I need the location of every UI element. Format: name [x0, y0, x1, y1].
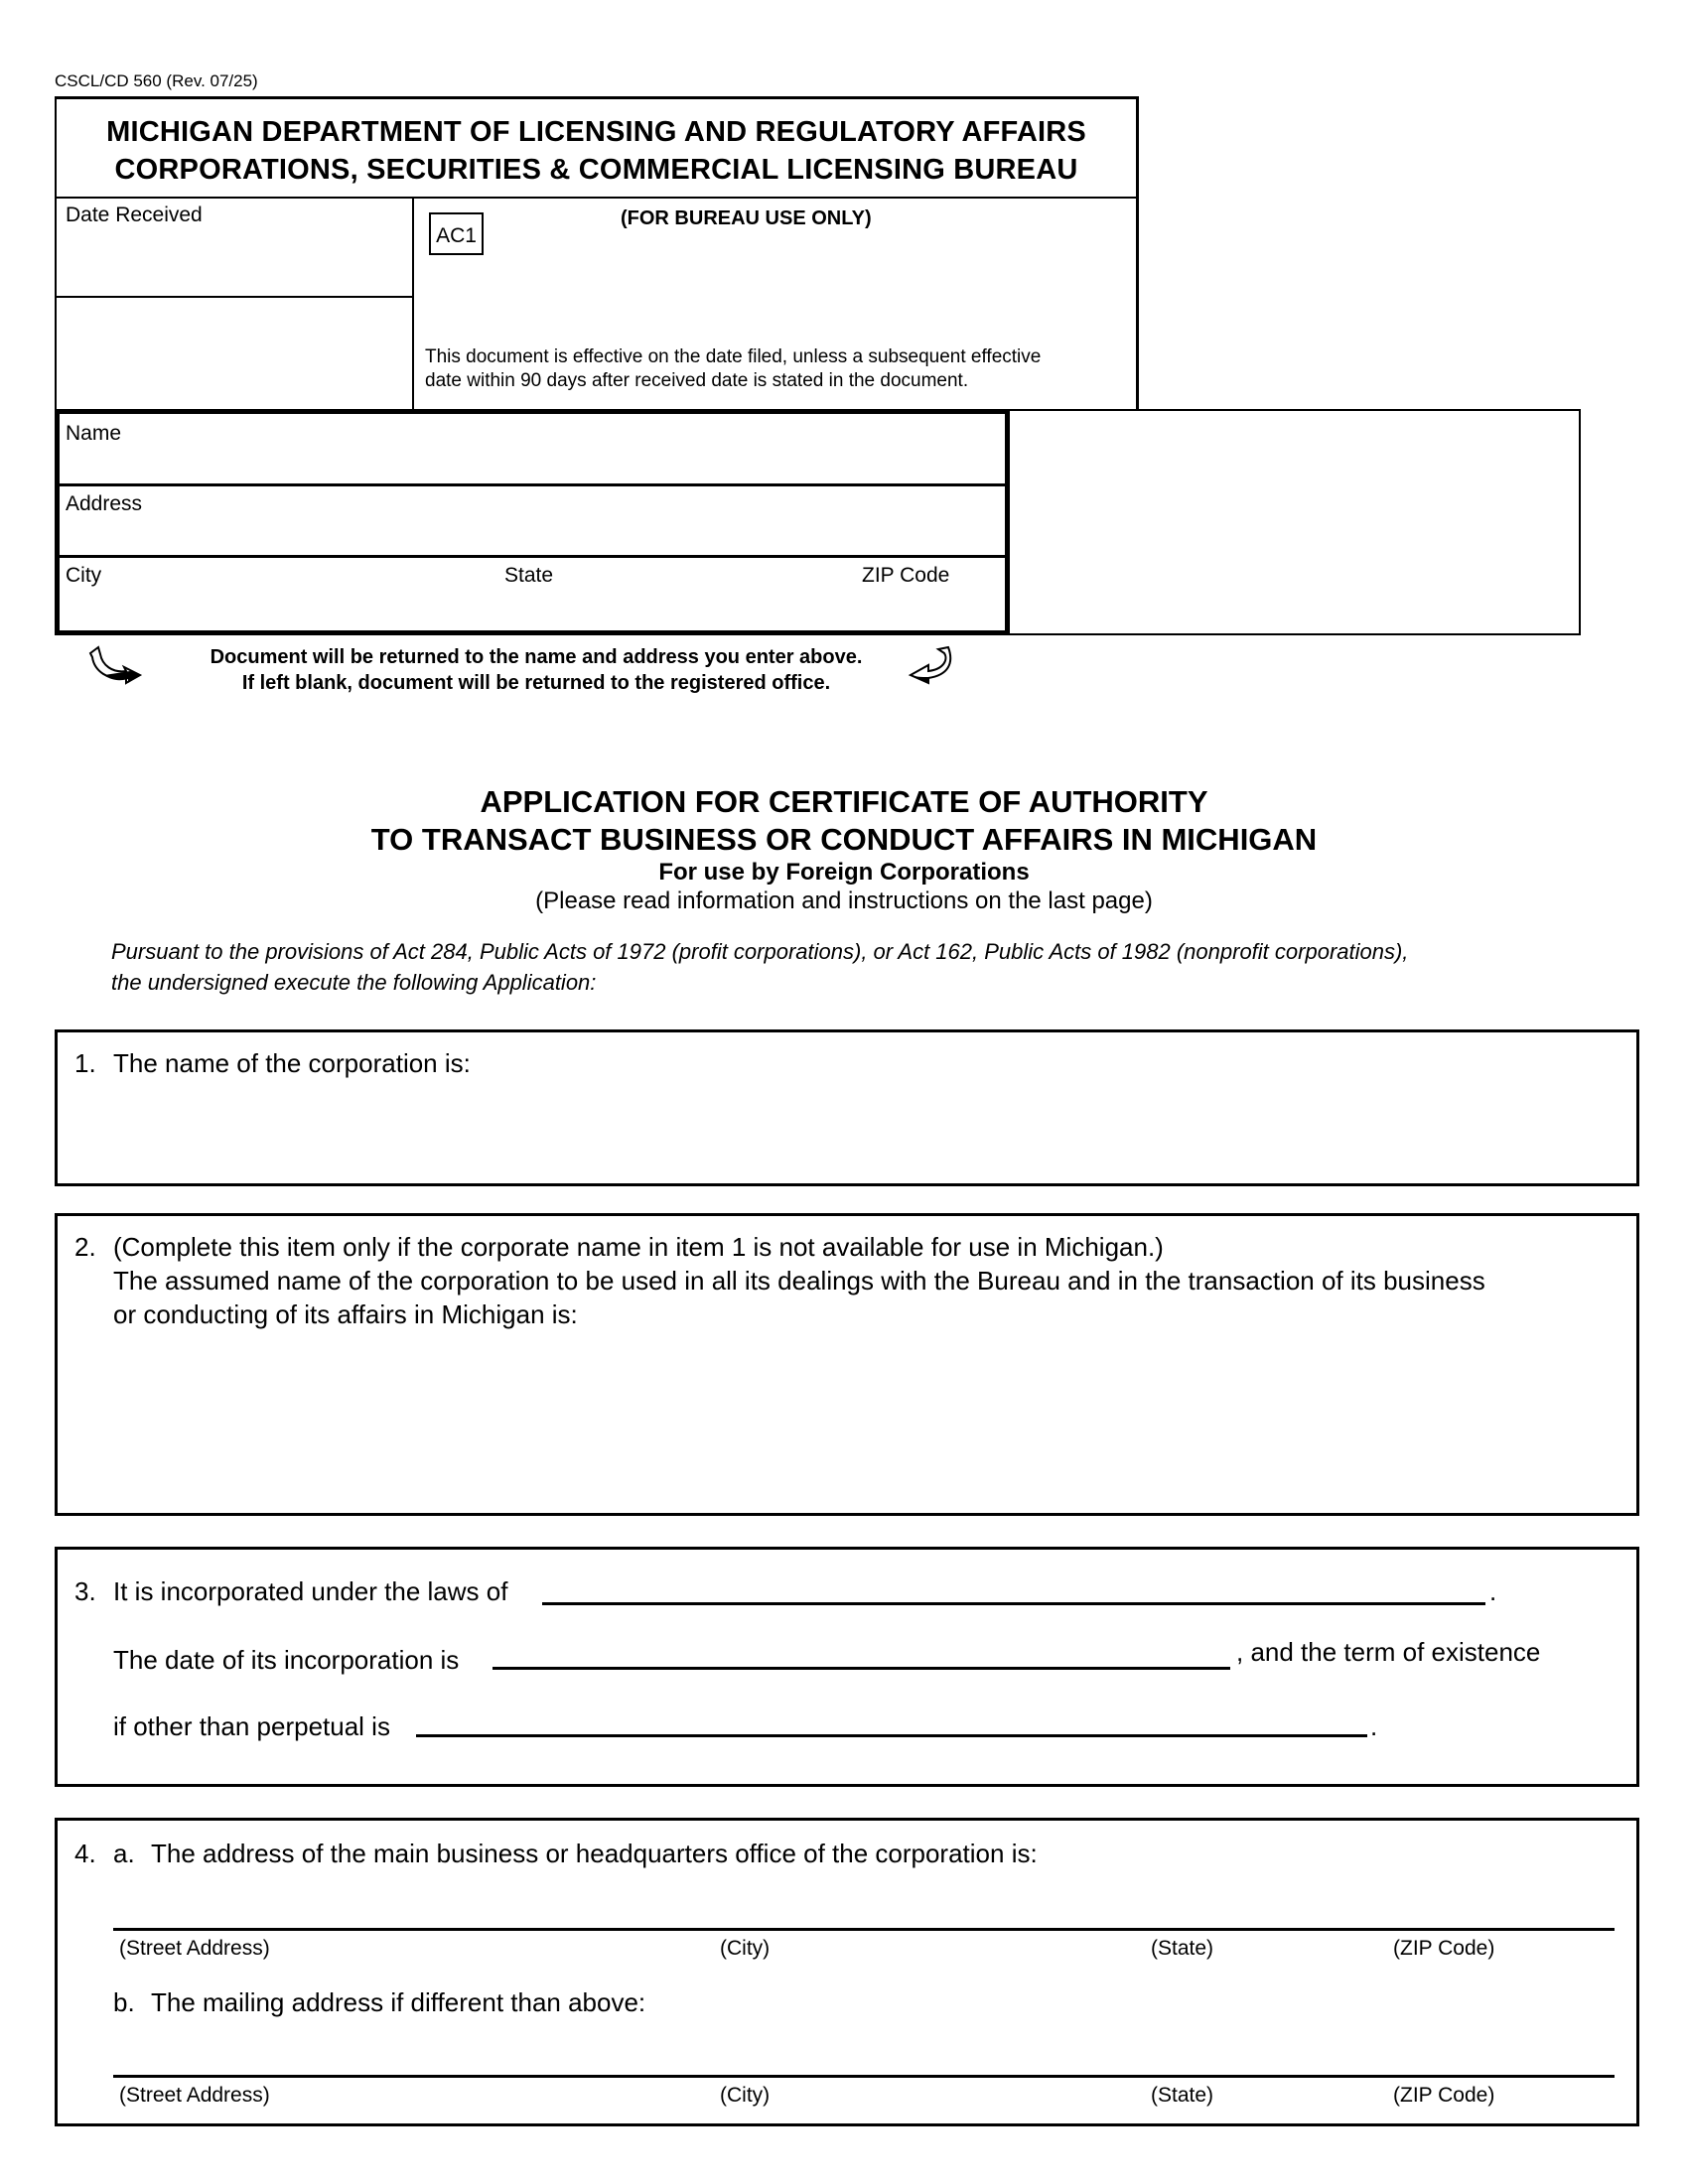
- agency-title-line1: MICHIGAN DEPARTMENT OF LICENSING AND REGULATORY AFFAIRS: [106, 116, 1086, 148]
- agency-title: [57, 113, 1136, 189]
- agency-title-line2: CORPORATIONS, SECURITIES & COMMERCIAL LICENSING BUREAU: [114, 154, 1078, 186]
- date-received-field[interactable]: [55, 199, 414, 298]
- city-caption: (City): [720, 1937, 771, 1960]
- item3-number: 3.: [74, 1576, 96, 1606]
- mailing-city-caption: (City): [720, 2084, 771, 2107]
- mailing-street-caption: (Street Address): [119, 2084, 270, 2107]
- form-id: CSCL/CD 560 (Rev. 07/25): [55, 71, 258, 90]
- agency-header: [55, 96, 1139, 199]
- return-address-box: [55, 409, 1010, 635]
- item4b-label: b.: [113, 1987, 135, 2017]
- return-arrow-left-icon: [84, 645, 144, 687]
- corporation-name-field[interactable]: [113, 1088, 1617, 1171]
- state-label: State: [504, 564, 554, 587]
- form-title-line2: TO TRANSACT BUSINESS OR CONDUCT AFFAIRS IN MICHIGAN: [370, 822, 1318, 857]
- name-field[interactable]: [60, 414, 1005, 486]
- mailing-address-field[interactable]: [113, 2075, 1615, 2078]
- item1-box: [55, 1029, 1639, 1186]
- item1-label: The name of the corporation is:: [113, 1048, 471, 1078]
- term-of-existence-field[interactable]: [416, 1734, 1367, 1737]
- main-office-address-label: The address of the main business or headquarters office of the corporation is:: [151, 1839, 1038, 1868]
- form-title-line1: APPLICATION FOR CERTIFICATE OF AUTHORITY: [480, 784, 1208, 819]
- item2-line3: or conducting of its affairs in Michigan is:: [113, 1299, 578, 1329]
- main-office-address-field[interactable]: [113, 1928, 1615, 1931]
- effective-note-line1: This document is effective on the date filed, unless a subsequent effective: [425, 346, 1042, 367]
- form-instructions-note: (Please read information and instructions on the last page): [535, 887, 1153, 914]
- bureau-use-only-label: (FOR BUREAU USE ONLY): [621, 207, 872, 229]
- return-note-line2: If left blank, document will be returned to the registered office.: [241, 672, 831, 694]
- effective-date-note: [425, 345, 1041, 393]
- term-of-existence-label: , and the term of existence: [1236, 1637, 1541, 1667]
- zip-caption: (ZIP Code): [1393, 1937, 1495, 1960]
- return-note: [139, 644, 933, 696]
- pursuant-statement: [111, 936, 1601, 998]
- item2-line1: (Complete this item only if the corporate name in item 1 is not available for use in Michigan.): [113, 1232, 1164, 1262]
- pursuant-line2: the undersigned execute the following Application:: [111, 970, 597, 995]
- item4-box: [55, 1818, 1639, 2126]
- return-note-line1: Document will be returned to the name and address you enter above.: [210, 646, 863, 668]
- pursuant-line1: Pursuant to the provisions of Act 284, Public Acts of 1972 (profit corporations), or Act 162, Public Acts of 1982 (nonprofit corporations),: [111, 939, 1409, 964]
- address-field[interactable]: [60, 486, 1005, 558]
- incorporated-laws-label: It is incorporated under the laws of: [113, 1576, 508, 1606]
- address-label: Address: [66, 492, 143, 515]
- laws-period: .: [1489, 1576, 1497, 1606]
- item1-number: 1.: [74, 1048, 96, 1078]
- ac1-code-box: AC1: [429, 212, 484, 255]
- name-label: Name: [66, 422, 122, 445]
- mailing-zip-caption: (ZIP Code): [1393, 2084, 1495, 2107]
- incorporation-date-field[interactable]: [492, 1667, 1230, 1670]
- mailing-state-caption: (State): [1151, 2084, 1214, 2107]
- blank-right-box: [1008, 409, 1581, 635]
- perpetual-label: if other than perpetual is: [113, 1711, 390, 1741]
- item2-line2: The assumed name of the corporation to be used in all its dealings with the Bureau and in the transaction of its business: [113, 1266, 1485, 1296]
- zip-label: ZIP Code: [862, 564, 950, 587]
- city-state-zip-row[interactable]: [60, 558, 1005, 630]
- effective-note-line2: date within 90 days after received date is stated in the document.: [425, 370, 969, 391]
- street-address-caption: (Street Address): [119, 1937, 270, 1960]
- bureau-blank-box: [55, 298, 414, 410]
- item4-number: 4.: [74, 1839, 96, 1868]
- perpetual-period: .: [1370, 1711, 1378, 1741]
- bureau-use-box: [412, 199, 1139, 410]
- incorporation-date-label: The date of its incorporation is: [113, 1645, 460, 1675]
- item3-box: [55, 1547, 1639, 1787]
- form-subtitle: For use by Foreign Corporations: [658, 859, 1030, 886]
- assumed-name-field[interactable]: [113, 1340, 1617, 1501]
- item2-box: [55, 1213, 1639, 1516]
- item2-number: 2.: [74, 1232, 96, 1262]
- date-received-label: Date Received: [66, 204, 203, 226]
- state-caption: (State): [1151, 1937, 1214, 1960]
- mailing-address-label: The mailing address if different than above:: [151, 1987, 646, 2017]
- item4a-label: a.: [113, 1839, 135, 1868]
- city-label: City: [66, 564, 102, 587]
- incorporation-state-field[interactable]: [542, 1602, 1485, 1605]
- item2-instructions: [113, 1230, 1485, 1331]
